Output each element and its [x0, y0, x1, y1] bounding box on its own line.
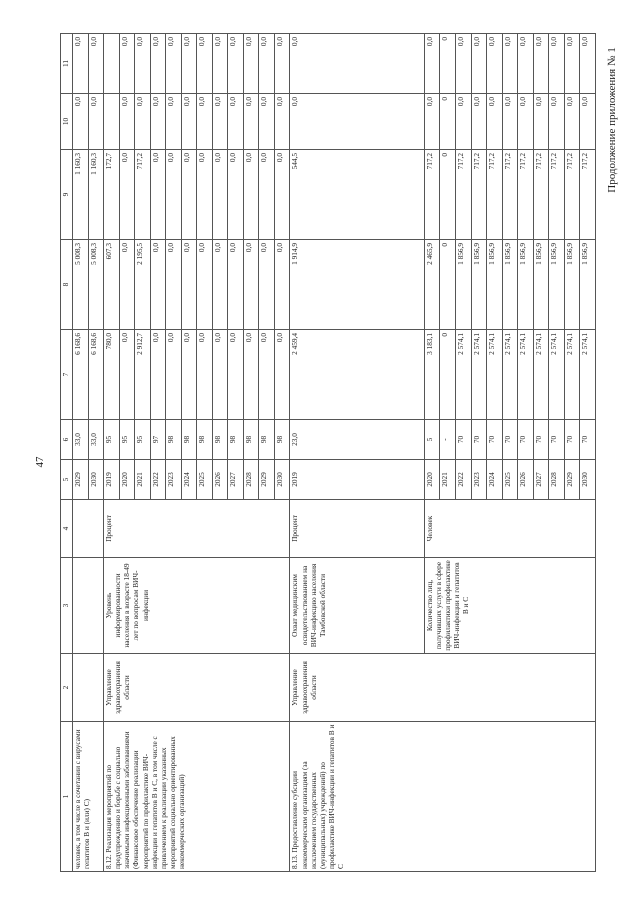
data-cell: 2 574,1: [455, 330, 471, 420]
item-description: 8.13. Предоставление субсидии некоммерческим организациям (за исключением государственных (муниципальных) учреждений) по профилактике ВИЧ-инфекции и гепатитов В и С: [290, 722, 596, 872]
data-cell: 717,2: [518, 150, 534, 240]
data-cell: 2025: [197, 460, 213, 500]
data-cell: 98: [166, 420, 182, 460]
data-cell: 0,0: [243, 150, 259, 240]
data-cell: 0,0: [197, 94, 213, 150]
data-cell: 0,0: [166, 330, 182, 420]
data-cell: 2027: [228, 460, 244, 500]
data-cell: 2020: [119, 460, 135, 500]
data-cell: 0,0: [502, 34, 518, 94]
data-cell: 0,0: [166, 94, 182, 150]
data-cell: 2 574,1: [564, 330, 580, 420]
indicator-cell: Охват медицинским освидетельствованием на ВИЧ-инфекцию населения Тамбовской области: [290, 558, 424, 654]
data-cell: 0: [440, 150, 456, 240]
data-cell: 0,0: [150, 330, 166, 420]
data-cell: 70: [580, 420, 596, 460]
data-cell: 5 008,3: [73, 240, 89, 330]
data-cell: 70: [455, 420, 471, 460]
data-cell: 0,0: [181, 94, 197, 150]
unit-cell: Процент: [290, 500, 424, 558]
data-cell: 70: [518, 420, 534, 460]
data-cell: 0: [440, 94, 456, 150]
data-cell: 0,0: [119, 94, 135, 150]
data-cell: 0,0: [243, 240, 259, 330]
data-cell: 0: [440, 240, 456, 330]
item-description: 8.12. Реализация мероприятий по предупреждению и борьбе с социально значимыми инфекционными заболеваниями (Финансовое обеспечение реализации мероприятий по профилактике ВИЧ-инфекции и гепатитов В и С, в том числе с привлечением к реализации указанных мероприятий социально ориентированных некоммерческих организаций): [104, 722, 290, 872]
data-cell: 0,0: [228, 330, 244, 420]
data-cell: 2028: [243, 460, 259, 500]
data-cell: 0,0: [212, 330, 228, 420]
unit-cell: [73, 500, 104, 558]
data-cell: 0,0: [88, 34, 104, 94]
data-cell: 0,0: [533, 94, 549, 150]
data-cell: 0,0: [518, 94, 534, 150]
data-cell: 0,0: [197, 34, 213, 94]
data-cell: 0,0: [166, 240, 182, 330]
data-cell: 95: [119, 420, 135, 460]
data-cell: 2026: [212, 460, 228, 500]
data-cell: 2 574,1: [502, 330, 518, 420]
data-cell: 0,0: [212, 94, 228, 150]
data-cell: [104, 94, 120, 150]
data-cell: 0,0: [135, 94, 151, 150]
data-cell: 1 856,9: [564, 240, 580, 330]
column-number-2: 2: [61, 654, 73, 722]
data-cell: 0,0: [274, 34, 290, 94]
data-cell: 2019: [104, 460, 120, 500]
data-cell: 0,0: [259, 240, 275, 330]
data-cell: 0,0: [181, 150, 197, 240]
data-cell: 0,0: [228, 34, 244, 94]
data-cell: 1 160,3: [88, 150, 104, 240]
unit-cell: Человек: [424, 500, 595, 558]
data-cell: 5: [424, 420, 440, 460]
data-cell: 0,0: [455, 94, 471, 150]
data-cell: 2030: [88, 460, 104, 500]
data-cell: 0,0: [228, 150, 244, 240]
program-table: [60, 33, 596, 872]
data-cell: -: [440, 420, 456, 460]
data-cell: 0,0: [549, 34, 565, 94]
data-cell: 717,2: [455, 150, 471, 240]
data-cell: 0,0: [259, 94, 275, 150]
data-cell: 717,2: [424, 150, 440, 240]
data-cell: 0,0: [243, 34, 259, 94]
data-cell: 2024: [181, 460, 197, 500]
data-cell: 2 574,1: [518, 330, 534, 420]
data-cell: 2030: [274, 460, 290, 500]
data-cell: 2022: [150, 460, 166, 500]
data-cell: 0,0: [197, 150, 213, 240]
data-cell: 717,2: [549, 150, 565, 240]
data-cell: 0,0: [166, 34, 182, 94]
data-cell: 2029: [73, 460, 89, 500]
data-cell: 70: [487, 420, 503, 460]
indicator-cell: [73, 558, 104, 654]
data-cell: 0,0: [274, 94, 290, 150]
data-cell: 0,0: [471, 34, 487, 94]
column-number-10: 10: [61, 94, 73, 150]
data-cell: 1 160,3: [73, 150, 89, 240]
executor-cell: Управление здравоохранения области: [290, 654, 596, 722]
executor-cell: [73, 654, 104, 722]
data-cell: 0,0: [564, 94, 580, 150]
data-cell: 0,0: [135, 34, 151, 94]
rotated-page-content: [60, 34, 596, 872]
data-cell: 2 574,1: [487, 330, 503, 420]
data-cell: 717,2: [502, 150, 518, 240]
data-cell: 0,0: [274, 240, 290, 330]
data-cell: 0,0: [212, 34, 228, 94]
data-cell: 0,0: [290, 94, 424, 150]
data-cell: 2 574,1: [471, 330, 487, 420]
data-cell: 2023: [166, 460, 182, 500]
data-cell: 0,0: [181, 240, 197, 330]
indicator-cell: Количество лиц, получивших услуги в сфере профилактики профилактике ВИЧ-инфекции и гепатитов В и С: [424, 558, 595, 654]
unit-cell: Процент: [104, 500, 290, 558]
table-body: [73, 34, 596, 872]
data-cell: 2019: [290, 460, 424, 500]
data-cell: 97: [150, 420, 166, 460]
data-cell: 2029: [259, 460, 275, 500]
table-row: [73, 34, 89, 872]
column-number-11: 11: [61, 34, 73, 94]
data-cell: 98: [181, 420, 197, 460]
data-cell: 0,0: [150, 150, 166, 240]
data-cell: 2 459,4: [290, 330, 424, 420]
data-cell: 2030: [580, 460, 596, 500]
data-cell: 98: [212, 420, 228, 460]
data-cell: 6 168,6: [73, 330, 89, 420]
data-cell: 2027: [533, 460, 549, 500]
data-cell: 98: [243, 420, 259, 460]
data-cell: 98: [228, 420, 244, 460]
page-number: 47: [34, 456, 46, 468]
data-cell: 0,0: [274, 330, 290, 420]
data-cell: 0,0: [502, 94, 518, 150]
item-description: человек, в том числе в сочетании с вирусами гепатитов В и (или) С): [73, 722, 104, 872]
table-row: [290, 34, 424, 872]
data-cell: 0,0: [243, 94, 259, 150]
data-cell: 2 574,1: [549, 330, 565, 420]
data-cell: 0,0: [150, 94, 166, 150]
data-cell: 70: [471, 420, 487, 460]
data-cell: 3 183,1: [424, 330, 440, 420]
column-number-1: 1: [61, 722, 73, 872]
table-header: [61, 34, 73, 872]
data-cell: 0,0: [212, 150, 228, 240]
column-number-6: 6: [61, 420, 73, 460]
data-cell: 0,0: [259, 150, 275, 240]
data-cell: 0,0: [228, 94, 244, 150]
data-cell: 717,2: [471, 150, 487, 240]
data-cell: 0,0: [290, 34, 424, 94]
data-cell: 2026: [518, 460, 534, 500]
data-cell: 0,0: [533, 34, 549, 94]
data-cell: 0,0: [549, 94, 565, 150]
data-cell: 98: [274, 420, 290, 460]
data-cell: 2 574,1: [533, 330, 549, 420]
data-cell: 172,7: [104, 150, 120, 240]
data-cell: 1 856,9: [487, 240, 503, 330]
data-cell: 1 914,9: [290, 240, 424, 330]
data-cell: 0,0: [471, 94, 487, 150]
data-cell: 0,0: [150, 34, 166, 94]
data-cell: 1 856,9: [518, 240, 534, 330]
data-cell: 0,0: [518, 34, 534, 94]
data-cell: 2 195,5: [135, 240, 151, 330]
data-cell: 717,2: [135, 150, 151, 240]
data-cell: 0,0: [181, 34, 197, 94]
data-cell: 0,0: [88, 94, 104, 150]
data-cell: 0,0: [150, 240, 166, 330]
data-cell: 70: [533, 420, 549, 460]
data-cell: 717,2: [580, 150, 596, 240]
data-cell: 0,0: [487, 94, 503, 150]
data-cell: 0: [440, 34, 456, 94]
data-cell: 2021: [440, 460, 456, 500]
data-cell: 1 856,9: [502, 240, 518, 330]
table-row: [104, 34, 120, 872]
data-cell: 607,3: [104, 240, 120, 330]
data-cell: 1 856,9: [533, 240, 549, 330]
data-cell: 0,0: [259, 34, 275, 94]
continuation-label: Продолжение приложения № 1: [606, 47, 618, 193]
data-cell: 6 168,6: [88, 330, 104, 420]
data-cell: 33,0: [88, 420, 104, 460]
data-cell: 2023: [471, 460, 487, 500]
data-cell: 0,0: [197, 330, 213, 420]
data-cell: 780,0: [104, 330, 120, 420]
column-number-8: 8: [61, 240, 73, 330]
data-cell: 0,0: [166, 150, 182, 240]
data-cell: 0,0: [274, 150, 290, 240]
data-cell: 544,5: [290, 150, 424, 240]
data-cell: 0,0: [73, 94, 89, 150]
data-cell: 98: [197, 420, 213, 460]
data-cell: 0,0: [119, 34, 135, 94]
data-cell: 5 008,3: [88, 240, 104, 330]
data-cell: 2 574,1: [580, 330, 596, 420]
data-cell: 70: [564, 420, 580, 460]
data-cell: 2020: [424, 460, 440, 500]
indicator-cell: Уровень информированности населения в возрасте 18-49 лет по вопросам ВИЧ-инфекции: [104, 558, 290, 654]
data-cell: 0,0: [424, 34, 440, 94]
data-cell: 95: [135, 420, 151, 460]
data-cell: 2025: [502, 460, 518, 500]
data-cell: 0,0: [197, 240, 213, 330]
data-cell: 2028: [549, 460, 565, 500]
data-cell: 0,0: [73, 34, 89, 94]
data-cell: 717,2: [487, 150, 503, 240]
data-cell: 23,0: [290, 420, 424, 460]
data-cell: 0: [440, 330, 456, 420]
data-cell: [104, 34, 120, 94]
data-cell: 0,0: [119, 240, 135, 330]
data-cell: 0,0: [424, 94, 440, 150]
data-cell: 1 856,9: [549, 240, 565, 330]
data-cell: 0,0: [455, 34, 471, 94]
column-number-7: 7: [61, 330, 73, 420]
data-cell: 0,0: [580, 34, 596, 94]
data-cell: 95: [104, 420, 120, 460]
data-cell: 0,0: [487, 34, 503, 94]
data-cell: 70: [549, 420, 565, 460]
data-cell: 1 856,9: [580, 240, 596, 330]
data-cell: 0,0: [580, 94, 596, 150]
data-cell: 70: [502, 420, 518, 460]
column-number-5: 5: [61, 460, 73, 500]
data-cell: 0,0: [119, 150, 135, 240]
data-cell: 98: [259, 420, 275, 460]
data-cell: 0,0: [259, 330, 275, 420]
column-number-9: 9: [61, 150, 73, 240]
data-cell: 0,0: [564, 34, 580, 94]
data-cell: 2022: [455, 460, 471, 500]
data-cell: 0,0: [243, 330, 259, 420]
data-cell: 0,0: [228, 240, 244, 330]
column-number-4: 4: [61, 500, 73, 558]
data-cell: 717,2: [564, 150, 580, 240]
data-cell: 2024: [487, 460, 503, 500]
data-cell: 2 912,7: [135, 330, 151, 420]
data-cell: 717,2: [533, 150, 549, 240]
data-cell: 0,0: [212, 240, 228, 330]
data-cell: 0,0: [119, 330, 135, 420]
column-number-3: 3: [61, 558, 73, 654]
data-cell: 2021: [135, 460, 151, 500]
data-cell: 1 856,9: [471, 240, 487, 330]
data-cell: 0,0: [181, 330, 197, 420]
data-cell: 2 465,9: [424, 240, 440, 330]
data-cell: 2029: [564, 460, 580, 500]
data-cell: 1 856,9: [455, 240, 471, 330]
executor-cell: Управление здравоохранения области: [104, 654, 290, 722]
header-row: [61, 34, 73, 872]
data-cell: 33,0: [73, 420, 89, 460]
